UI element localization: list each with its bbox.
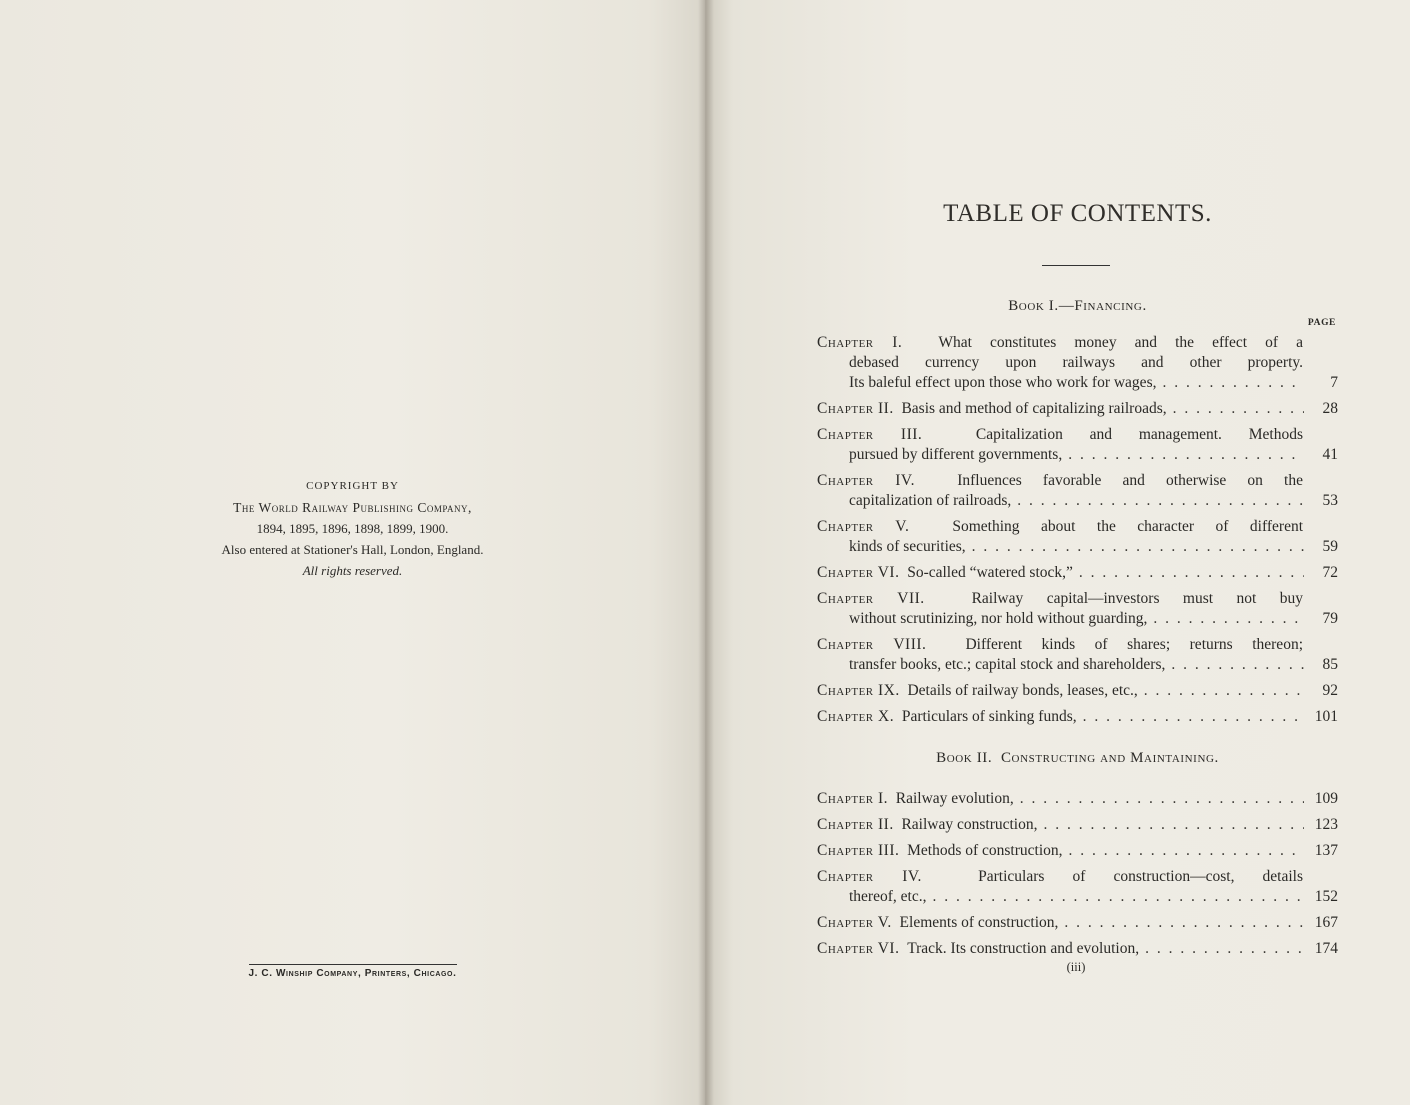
copyright-by: COPYRIGHT BY bbox=[306, 480, 399, 492]
chapter-title-text: Particulars of construction—cost, details bbox=[978, 868, 1303, 885]
chapter-label: Chapter V. bbox=[817, 914, 892, 931]
chapter-label: Chapter VI. bbox=[817, 940, 900, 957]
book-gutter bbox=[698, 0, 714, 1105]
chapter-label: Chapter VI. bbox=[817, 564, 900, 581]
book1-chapter-list bbox=[817, 333, 1338, 733]
dot-leader bbox=[1173, 399, 1304, 419]
toc-entry-line bbox=[817, 537, 1338, 557]
chapter-page-number: 41 bbox=[1322, 446, 1338, 463]
dot-leader bbox=[1145, 939, 1304, 959]
toc-entry-line bbox=[817, 815, 1338, 835]
dot-leader bbox=[932, 887, 1304, 907]
toc-entry-line bbox=[817, 333, 1338, 353]
dot-leader bbox=[1020, 789, 1304, 809]
toc-title: TABLE OF CONTENTS. bbox=[943, 200, 1212, 227]
chapter-page-number: 109 bbox=[1314, 790, 1338, 807]
stationers-hall-note: Also entered at Stationer's Hall, London, England. bbox=[221, 542, 484, 557]
toc-entry-line bbox=[817, 471, 1338, 491]
chapter-page-number: 79 bbox=[1322, 610, 1338, 627]
toc-entry-line bbox=[817, 399, 1338, 419]
chapter-page-number: 72 bbox=[1322, 564, 1338, 581]
toc-entry bbox=[817, 815, 1338, 835]
dot-leader bbox=[1069, 841, 1304, 861]
chapter-title-text: Methods of construction, bbox=[907, 842, 1063, 859]
chapter-label: Chapter VII. bbox=[817, 590, 925, 607]
chapter-page-number: 174 bbox=[1314, 940, 1338, 957]
chapter-label: Chapter II. bbox=[817, 400, 894, 417]
toc-entry bbox=[817, 333, 1338, 393]
copyright-block bbox=[0, 476, 705, 581]
chapter-title-text: Basis and method of capitalizing railroads, bbox=[901, 400, 1167, 417]
book1-heading bbox=[705, 298, 1410, 315]
chapter-label: Chapter V. bbox=[817, 518, 910, 535]
chapter-label: Chapter IV. bbox=[817, 472, 915, 489]
book2-name: Constructing and Maintaining. bbox=[1000, 750, 1219, 766]
chapter-title-text: Railway evolution, bbox=[895, 790, 1014, 807]
publisher-name: The World Railway Publishing Company, bbox=[233, 500, 472, 515]
toc-entry bbox=[817, 789, 1338, 809]
dot-leader bbox=[1068, 445, 1304, 465]
chapter-page-number: 123 bbox=[1314, 816, 1338, 833]
toc-entry-line bbox=[817, 589, 1338, 609]
rights-reserved: All rights reserved. bbox=[302, 563, 403, 578]
chapter-page-number: 28 bbox=[1322, 400, 1338, 417]
toc-entry bbox=[817, 841, 1338, 861]
toc-entry bbox=[817, 471, 1338, 511]
chapter-title-text: Capitalization and management. Methods bbox=[975, 426, 1303, 443]
chapter-page-number: 101 bbox=[1314, 708, 1338, 725]
toc-entry-line bbox=[817, 655, 1338, 675]
chapter-title-text: Elements of construction, bbox=[899, 914, 1059, 931]
chapter-label: Chapter I. bbox=[817, 790, 889, 807]
toc-entry-line bbox=[817, 913, 1338, 933]
toc-entry bbox=[817, 635, 1338, 675]
toc-entry-line bbox=[817, 867, 1338, 887]
chapter-title-text: Track. Its construction and evolution, bbox=[907, 940, 1140, 957]
chapter-page-number: 53 bbox=[1322, 492, 1338, 509]
chapter-title-text: without scrutinizing, nor hold without guarding, bbox=[849, 610, 1148, 627]
dot-leader bbox=[972, 537, 1304, 557]
dot-leader bbox=[1043, 815, 1304, 835]
book1-number: Book I. bbox=[1008, 298, 1059, 314]
toc-entry-line bbox=[817, 373, 1338, 393]
chapter-page-number: 152 bbox=[1314, 888, 1338, 905]
dot-leader bbox=[1083, 707, 1304, 727]
toc-entry-line bbox=[817, 681, 1338, 701]
chapter-label: Chapter III. bbox=[817, 426, 923, 443]
printer-text: J. C. Winship Company, Printers, Chicago. bbox=[249, 964, 457, 979]
chapter-page-number: 167 bbox=[1314, 914, 1338, 931]
printer-imprint bbox=[0, 963, 705, 981]
toc-entry bbox=[817, 517, 1338, 557]
dot-leader bbox=[1017, 491, 1304, 511]
toc-entry bbox=[817, 589, 1338, 629]
dot-leader bbox=[1153, 609, 1304, 629]
book1-name: —Financing. bbox=[1058, 298, 1147, 314]
toc-entry-line bbox=[817, 939, 1338, 959]
toc-entry-line bbox=[817, 789, 1338, 809]
chapter-label: Chapter IV. bbox=[817, 868, 922, 885]
toc-entry-line bbox=[817, 563, 1338, 583]
copyright-years: 1894, 1895, 1896, 1898, 1899, 1900. bbox=[256, 521, 449, 536]
chapter-title-text: What constitutes money and the effect of a bbox=[938, 334, 1304, 351]
chapter-label: Chapter II. bbox=[817, 816, 894, 833]
toc-entry-line bbox=[817, 841, 1338, 861]
chapter-title-text: Its baleful effect upon those who work for wages, bbox=[849, 374, 1157, 391]
toc-entry-line bbox=[817, 491, 1338, 511]
page-number: (iii) bbox=[1066, 960, 1086, 974]
toc-entry bbox=[817, 681, 1338, 701]
chapter-page-number: 92 bbox=[1322, 682, 1338, 699]
dot-leader bbox=[1162, 373, 1304, 393]
chapter-title-text: thereof, etc., bbox=[849, 888, 927, 905]
chapter-page-number: 137 bbox=[1314, 842, 1338, 859]
toc-entry bbox=[817, 707, 1338, 727]
dot-leader bbox=[1079, 563, 1304, 583]
toc-entry bbox=[817, 425, 1338, 465]
chapter-label: Chapter IX. bbox=[817, 682, 900, 699]
chapter-page-number: 85 bbox=[1322, 656, 1338, 673]
chapter-title-text: Railway capital—investors must not buy bbox=[971, 590, 1304, 607]
chapter-page-number: 7 bbox=[1330, 374, 1338, 391]
chapter-title-text: pursued by different governments, bbox=[849, 446, 1063, 463]
chapter-title-text: Influences favorable and otherwise on the bbox=[957, 472, 1303, 489]
toc-entry bbox=[817, 867, 1338, 907]
page-column-label: PAGE bbox=[1307, 318, 1336, 328]
toc-entry-line bbox=[817, 517, 1338, 537]
dot-leader bbox=[1144, 681, 1304, 701]
chapter-label: Chapter X. bbox=[817, 708, 895, 725]
toc-entry-line bbox=[817, 887, 1338, 907]
chapter-label: Chapter I. bbox=[817, 334, 903, 351]
toc-entry-line bbox=[817, 609, 1338, 629]
toc-entry-line bbox=[817, 445, 1338, 465]
book2-heading bbox=[705, 750, 1410, 767]
chapter-title-text: capitalization of railroads, bbox=[849, 492, 1012, 509]
toc-entry bbox=[817, 563, 1338, 583]
chapter-title-text: So-called “watered stock,” bbox=[907, 564, 1073, 581]
book2-number: Book II. bbox=[936, 750, 993, 766]
toc-entry bbox=[817, 913, 1338, 933]
chapter-label: Chapter III. bbox=[817, 842, 900, 859]
toc-entry bbox=[817, 939, 1338, 959]
chapter-title-text: transfer books, etc.; capital stock and shareholders, bbox=[849, 656, 1166, 673]
book2-chapter-list bbox=[817, 789, 1338, 965]
chapter-label: Chapter VIII. bbox=[817, 636, 927, 653]
toc-entry-line bbox=[817, 425, 1338, 445]
title-divider bbox=[1042, 265, 1110, 266]
toc-entry-line bbox=[817, 707, 1338, 727]
chapter-title-text: Particulars of sinking funds, bbox=[901, 708, 1077, 725]
chapter-page-number: 59 bbox=[1322, 538, 1338, 555]
chapter-title-text: Something about the character of different bbox=[952, 518, 1304, 535]
toc-entry bbox=[817, 399, 1338, 419]
dot-leader bbox=[1171, 655, 1304, 675]
chapter-title-text: Railway construction, bbox=[901, 816, 1038, 833]
toc-entry-line bbox=[817, 635, 1338, 655]
chapter-title-text: kinds of securities, bbox=[849, 538, 966, 555]
chapter-title-text: debased currency upon railways and other property. bbox=[849, 354, 1303, 371]
dot-leader bbox=[1064, 913, 1304, 933]
chapter-title-text: Different kinds of shares; returns thereon; bbox=[965, 636, 1303, 653]
chapter-title-text: Details of railway bonds, leases, etc., bbox=[907, 682, 1138, 699]
toc-entry-line bbox=[817, 353, 1338, 373]
